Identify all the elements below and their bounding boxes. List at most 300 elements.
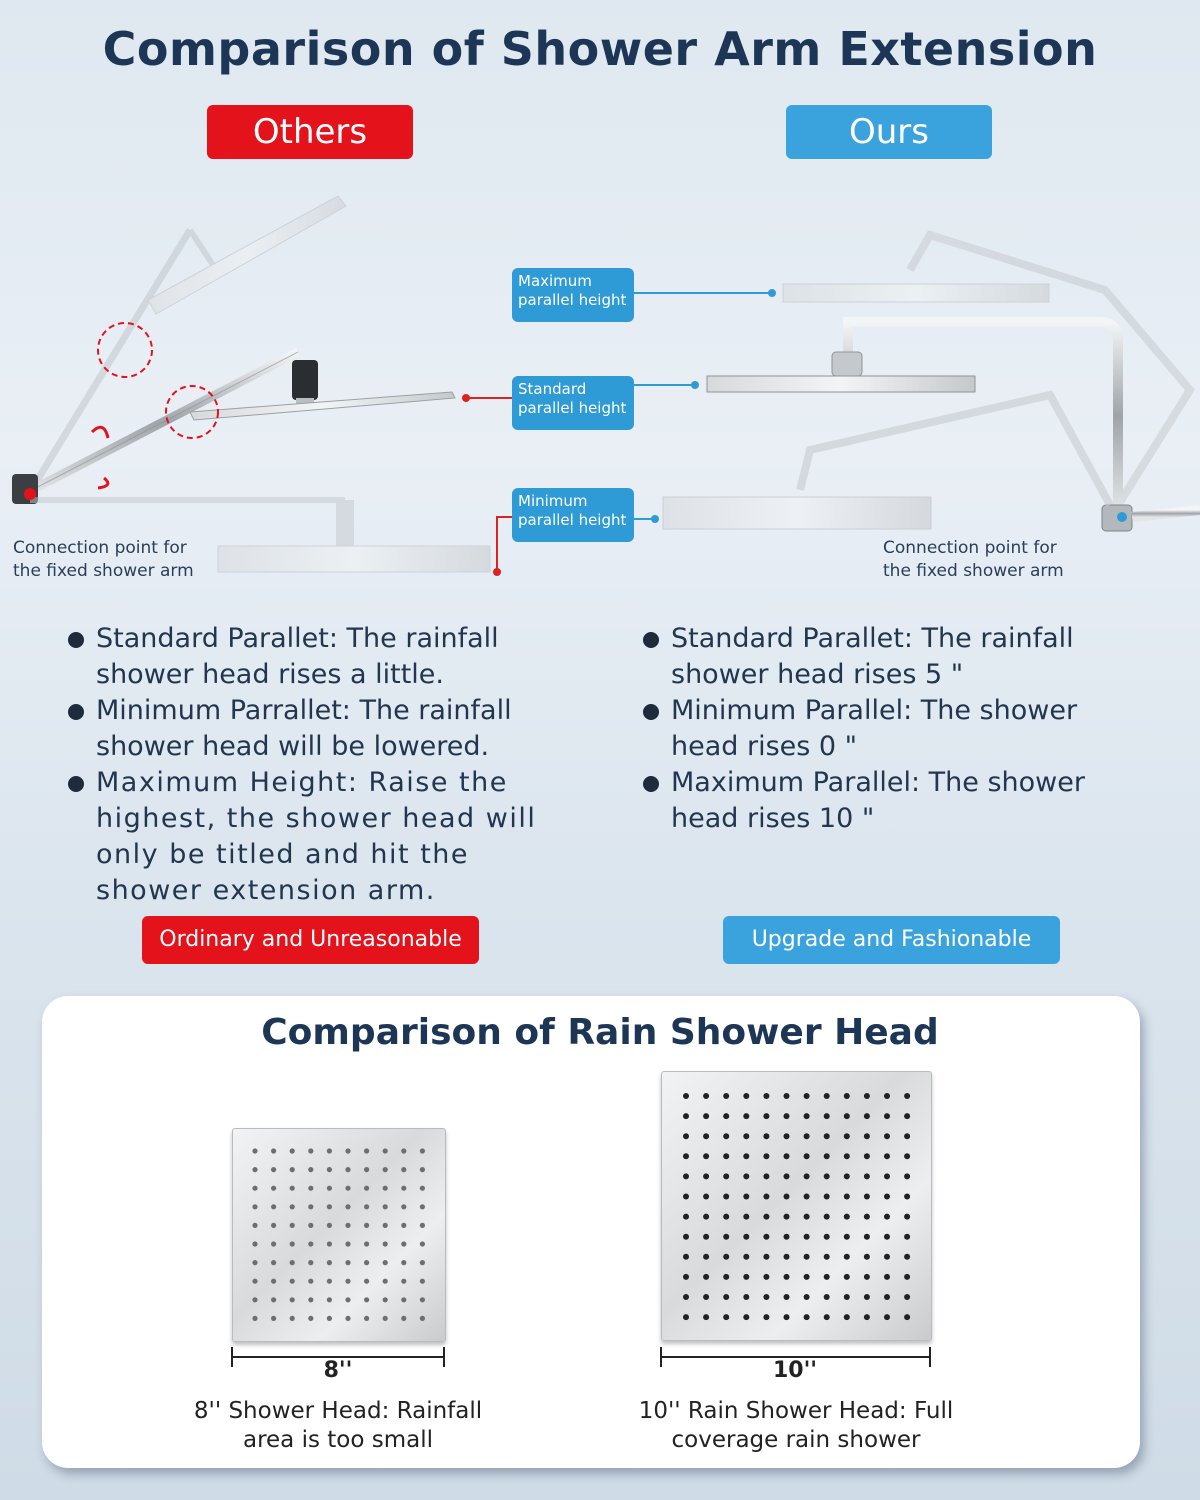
- nozzle-dot: [904, 1274, 910, 1280]
- nozzle-dot: [271, 1148, 276, 1153]
- nozzle-dot: [383, 1241, 388, 1246]
- nozzle-dot: [683, 1153, 689, 1159]
- nozzle-dot: [844, 1274, 850, 1280]
- nozzle-dot: [743, 1234, 749, 1240]
- nozzle-dot: [308, 1279, 313, 1284]
- nozzle-dot: [824, 1153, 830, 1159]
- nozzle-dot: [327, 1260, 332, 1265]
- nozzle-dot: [383, 1204, 388, 1209]
- small-head-caption: [138, 1397, 538, 1455]
- ours-bullet-standard: [641, 621, 1181, 693]
- nozzle-dot: [252, 1186, 257, 1191]
- nozzle-dot: [804, 1173, 810, 1179]
- nozzle-dot: [308, 1316, 313, 1321]
- nozzle-dot: [784, 1294, 790, 1300]
- nozzle-dot: [271, 1167, 276, 1172]
- others-bullet-maximum-line1: Maximum Height: Raise the: [96, 767, 508, 798]
- nozzle-dot: [844, 1194, 850, 1200]
- callout-minimum-line1: Minimum: [518, 492, 588, 510]
- nozzle-dot: [864, 1314, 870, 1320]
- nozzle-dot: [723, 1254, 729, 1260]
- others-bullet-minimum: [66, 693, 606, 765]
- nozzle-dot: [383, 1223, 388, 1228]
- dimension-lines: [0, 1340, 1200, 1380]
- nozzle-dot: [364, 1186, 369, 1191]
- nozzle-dot: [308, 1167, 313, 1172]
- nozzle-dot: [383, 1316, 388, 1321]
- nozzle-dot: [683, 1234, 689, 1240]
- nozzle-dot: [763, 1274, 769, 1280]
- ours-bullet-minimum: [641, 693, 1181, 765]
- nozzle-dot: [271, 1241, 276, 1246]
- nozzle-dot: [763, 1214, 769, 1220]
- nozzle-dot: [383, 1297, 388, 1302]
- ours-bullet-standard-line2: shower head rises 5 ": [671, 659, 964, 690]
- nozzle-dot: [290, 1204, 295, 1209]
- nozzle-dot: [383, 1186, 388, 1191]
- nozzle-dot: [784, 1194, 790, 1200]
- nozzle-dot: [904, 1314, 910, 1320]
- nozzle-dot: [864, 1254, 870, 1260]
- nozzle-dot: [763, 1153, 769, 1159]
- nozzle-dot: [683, 1294, 689, 1300]
- nozzle-dot: [308, 1241, 313, 1246]
- nozzle-dot: [743, 1133, 749, 1139]
- ours-bullet-maximum-line1: Maximum Parallel: The shower: [671, 767, 1085, 798]
- nozzle-dot: [884, 1294, 890, 1300]
- nozzle-dot: [703, 1274, 709, 1280]
- nozzle-dot: [290, 1186, 295, 1191]
- nozzle-dot: [290, 1148, 295, 1153]
- nozzle-dot: [864, 1133, 870, 1139]
- nozzle-dot: [864, 1294, 870, 1300]
- nozzle-dot: [364, 1223, 369, 1228]
- nozzle-dot: [824, 1093, 830, 1099]
- nozzle-dot: [864, 1153, 870, 1159]
- nozzle-dot: [824, 1173, 830, 1179]
- nozzle-dot: [763, 1234, 769, 1240]
- nozzle-dot: [824, 1133, 830, 1139]
- others-connection-line1: Connection point for: [13, 538, 187, 558]
- nozzle-dot: [401, 1279, 406, 1284]
- nozzle-dot: [763, 1314, 769, 1320]
- nozzle-dot: [723, 1133, 729, 1139]
- nozzle-dot: [804, 1234, 810, 1240]
- nozzle-dot: [784, 1274, 790, 1280]
- nozzle-dot: [804, 1314, 810, 1320]
- nozzle-dot: [723, 1274, 729, 1280]
- nozzle-dot: [420, 1316, 425, 1321]
- nozzle-dot: [703, 1133, 709, 1139]
- nozzle-dot: [743, 1214, 749, 1220]
- nozzle-dot: [844, 1254, 850, 1260]
- others-bullet-maximum-line2: highest, the shower head will: [96, 803, 537, 834]
- panel-title: Comparison of Rain Shower Head: [261, 1012, 939, 1053]
- nozzle-dot: [401, 1223, 406, 1228]
- nozzle-dot: [345, 1204, 350, 1209]
- nozzle-dot: [743, 1173, 749, 1179]
- nozzle-dot: [703, 1113, 709, 1119]
- nozzle-dot: [904, 1133, 910, 1139]
- ours-min-arm: [663, 395, 1110, 529]
- nozzle-dot: [763, 1113, 769, 1119]
- nozzle-dot: [364, 1279, 369, 1284]
- nozzle-dot: [383, 1260, 388, 1265]
- nozzle-dot: [844, 1173, 850, 1179]
- nozzle-dot: [327, 1148, 332, 1153]
- nozzle-dot: [345, 1241, 350, 1246]
- nozzle-dot: [904, 1093, 910, 1099]
- small-size-label: 8'': [323, 1358, 353, 1383]
- nozzle-dot: [308, 1260, 313, 1265]
- nozzle-dot: [824, 1234, 830, 1240]
- bullet-dot: [643, 632, 659, 648]
- nozzle-dot: [904, 1294, 910, 1300]
- nozzle-dot: [420, 1260, 425, 1265]
- nozzle-dot: [884, 1234, 890, 1240]
- nozzle-dot: [804, 1133, 810, 1139]
- nozzle-dot: [683, 1133, 689, 1139]
- nozzle-dot: [703, 1314, 709, 1320]
- nozzle-dot: [804, 1254, 810, 1260]
- nozzle-dot: [904, 1153, 910, 1159]
- nozzle-dot: [784, 1113, 790, 1119]
- nozzle-dot: [271, 1223, 276, 1228]
- large-shower-head-plate: [661, 1071, 932, 1341]
- nozzle-dot: [364, 1148, 369, 1153]
- nozzle-dot: [383, 1148, 388, 1153]
- ours-bullet-list: [641, 621, 1181, 837]
- nozzle-dot: [884, 1214, 890, 1220]
- nozzle-dot: [252, 1148, 257, 1153]
- bullet-dot: [643, 704, 659, 720]
- nozzle-dot: [252, 1223, 257, 1228]
- callout-maximum-line2: parallel height: [518, 291, 627, 309]
- nozzle-dot: [271, 1260, 276, 1265]
- nozzle-dot: [763, 1093, 769, 1099]
- nozzle-dot: [420, 1223, 425, 1228]
- nozzle-dot: [763, 1173, 769, 1179]
- ours-bullet-minimum-line1: Minimum Parallel: The shower: [671, 695, 1078, 726]
- nozzle-dot: [884, 1153, 890, 1159]
- nozzle-dot: [784, 1214, 790, 1220]
- nozzle-dot: [401, 1260, 406, 1265]
- nozzle-dot: [884, 1254, 890, 1260]
- ours-bullet-minimum-line2: head rises 0 ": [671, 731, 858, 762]
- nozzle-dot: [784, 1234, 790, 1240]
- nozzle-dot: [271, 1279, 276, 1284]
- nozzle-dot: [824, 1294, 830, 1300]
- nozzle-dot: [401, 1297, 406, 1302]
- nozzle-dot: [364, 1297, 369, 1302]
- nozzle-dot: [743, 1254, 749, 1260]
- nozzle-dot: [420, 1279, 425, 1284]
- nozzle-dot: [345, 1167, 350, 1172]
- nozzle-dot: [683, 1314, 689, 1320]
- nozzle-dot: [804, 1113, 810, 1119]
- nozzle-dot: [723, 1194, 729, 1200]
- others-connection-label: [13, 537, 194, 583]
- nozzle-dot: [420, 1148, 425, 1153]
- ours-bullet-maximum: [641, 765, 1181, 837]
- nozzle-dot: [401, 1167, 406, 1172]
- nozzle-dot: [345, 1316, 350, 1321]
- nozzle-dot: [364, 1316, 369, 1321]
- nozzle-dot: [804, 1214, 810, 1220]
- nozzle-dot: [327, 1204, 332, 1209]
- nozzle-dot: [703, 1214, 709, 1220]
- nozzle-dot: [804, 1274, 810, 1280]
- nozzle-dot: [804, 1153, 810, 1159]
- nozzle-dot: [864, 1113, 870, 1119]
- nozzle-dot: [884, 1194, 890, 1200]
- nozzle-dot: [824, 1194, 830, 1200]
- nozzle-dot: [784, 1314, 790, 1320]
- others-bullet-minimum-line1: Minimum Parrallet: The rainfall: [96, 695, 512, 726]
- nozzle-dot: [844, 1153, 850, 1159]
- nozzle-dot: [345, 1223, 350, 1228]
- nozzle-dot: [884, 1173, 890, 1179]
- nozzle-dot: [327, 1297, 332, 1302]
- nozzle-dot: [824, 1113, 830, 1119]
- nozzle-dot: [290, 1279, 295, 1284]
- nozzle-dot: [420, 1241, 425, 1246]
- nozzle-dot: [824, 1274, 830, 1280]
- nozzle-dot: [703, 1173, 709, 1179]
- nozzle-dot: [683, 1254, 689, 1260]
- bullet-dot: [68, 632, 84, 648]
- nozzle-dot: [683, 1113, 689, 1119]
- nozzle-dot: [420, 1167, 425, 1172]
- nozzle-dot: [743, 1153, 749, 1159]
- nozzle-dot: [401, 1316, 406, 1321]
- nozzle-dot: [824, 1314, 830, 1320]
- large-nozzle-grid: [662, 1072, 931, 1340]
- ours-connection-line1: Connection point for: [883, 538, 1057, 558]
- nozzle-dot: [784, 1153, 790, 1159]
- nozzle-dot: [401, 1204, 406, 1209]
- nozzle-dot: [683, 1173, 689, 1179]
- others-bullet-list: [66, 621, 606, 909]
- others-verdict-badge: Ordinary and Unreasonable: [142, 916, 479, 964]
- nozzle-dot: [327, 1167, 332, 1172]
- callout-standard: [512, 376, 634, 430]
- nozzle-dot: [763, 1133, 769, 1139]
- nozzle-dot: [723, 1113, 729, 1119]
- others-bullet-maximum-line3: only be titled and hit the: [96, 839, 470, 870]
- nozzle-dot: [864, 1234, 870, 1240]
- nozzle-dot: [420, 1204, 425, 1209]
- nozzle-dot: [401, 1148, 406, 1153]
- nozzle-dot: [743, 1314, 749, 1320]
- nozzle-dot: [290, 1316, 295, 1321]
- nozzle-dot: [703, 1254, 709, 1260]
- nozzle-dot: [383, 1279, 388, 1284]
- nozzle-dot: [824, 1254, 830, 1260]
- nozzle-dot: [252, 1241, 257, 1246]
- nozzle-dot: [271, 1316, 276, 1321]
- others-bullet-standard-line1: Standard Parallet: The rainfall: [96, 623, 499, 654]
- nozzle-dot: [290, 1297, 295, 1302]
- nozzle-dot: [308, 1148, 313, 1153]
- nozzle-dot: [308, 1186, 313, 1191]
- nozzle-dot: [723, 1314, 729, 1320]
- nozzle-dot: [723, 1294, 729, 1300]
- nozzle-dot: [743, 1274, 749, 1280]
- nozzle-dot: [784, 1133, 790, 1139]
- nozzle-dot: [884, 1274, 890, 1280]
- large-size-label: 10'': [772, 1358, 818, 1383]
- nozzle-dot: [345, 1186, 350, 1191]
- nozzle-dot: [252, 1279, 257, 1284]
- nozzle-dot: [824, 1214, 830, 1220]
- nozzle-dot: [271, 1297, 276, 1302]
- nozzle-dot: [804, 1093, 810, 1099]
- others-bullet-standard: [66, 621, 606, 693]
- nozzle-dot: [844, 1314, 850, 1320]
- nozzle-dot: [743, 1093, 749, 1099]
- nozzle-dot: [703, 1093, 709, 1099]
- nozzle-dot: [723, 1093, 729, 1099]
- large-head-caption: [596, 1397, 996, 1455]
- bullet-dot: [68, 704, 84, 720]
- nozzle-dot: [327, 1223, 332, 1228]
- nozzle-dot: [864, 1194, 870, 1200]
- nozzle-dot: [743, 1294, 749, 1300]
- nozzle-dot: [683, 1093, 689, 1099]
- ours-verdict-badge: Upgrade and Fashionable: [723, 916, 1060, 964]
- nozzle-dot: [844, 1113, 850, 1119]
- nozzle-dot: [271, 1204, 276, 1209]
- nozzle-dot: [884, 1113, 890, 1119]
- bullet-dot: [643, 776, 659, 792]
- nozzle-dot: [420, 1186, 425, 1191]
- nozzle-dot: [743, 1113, 749, 1119]
- nozzle-dot: [784, 1173, 790, 1179]
- nozzle-dot: [345, 1260, 350, 1265]
- nozzle-dot: [401, 1186, 406, 1191]
- nozzle-dot: [252, 1204, 257, 1209]
- nozzle-dot: [252, 1260, 257, 1265]
- large-head-caption-line2: coverage rain shower: [671, 1427, 921, 1453]
- nozzle-dot: [804, 1294, 810, 1300]
- nozzle-dot: [804, 1194, 810, 1200]
- nozzle-dot: [844, 1234, 850, 1240]
- callout-minimum-line2: parallel height: [518, 511, 627, 529]
- nozzle-dot: [290, 1167, 295, 1172]
- nozzle-dot: [290, 1260, 295, 1265]
- nozzle-dot: [784, 1093, 790, 1099]
- callout-minimum: [512, 488, 634, 542]
- nozzle-dot: [723, 1153, 729, 1159]
- nozzle-dot: [904, 1214, 910, 1220]
- others-max-arm: [30, 196, 346, 492]
- nozzle-dot: [252, 1167, 257, 1172]
- others-bullet-maximum: [66, 765, 606, 909]
- others-connection-line2: the fixed shower arm: [13, 561, 194, 581]
- nozzle-dot: [345, 1279, 350, 1284]
- small-head-caption-line2: area is too small: [242, 1427, 434, 1453]
- nozzle-dot: [844, 1093, 850, 1099]
- nozzle-dot: [884, 1133, 890, 1139]
- nozzle-dot: [763, 1254, 769, 1260]
- nozzle-dot: [290, 1223, 295, 1228]
- nozzle-dot: [743, 1194, 749, 1200]
- page-title: Comparison of Shower Arm Extension: [102, 22, 1098, 76]
- nozzle-dot: [308, 1297, 313, 1302]
- others-bullet-maximum-line4: shower extension arm.: [96, 875, 436, 906]
- small-shower-head-plate: [232, 1128, 446, 1342]
- nozzle-dot: [703, 1194, 709, 1200]
- nozzle-dot: [327, 1241, 332, 1246]
- others-tag: Others: [207, 105, 413, 159]
- nozzle-dot: [884, 1093, 890, 1099]
- nozzle-dot: [703, 1153, 709, 1159]
- nozzle-dot: [703, 1234, 709, 1240]
- nozzle-dot: [864, 1214, 870, 1220]
- nozzle-dot: [308, 1223, 313, 1228]
- nozzle-dot: [683, 1194, 689, 1200]
- nozzle-dot: [864, 1173, 870, 1179]
- bullet-dot: [68, 776, 84, 792]
- nozzle-dot: [844, 1294, 850, 1300]
- nozzle-dot: [327, 1279, 332, 1284]
- ours-connection-line2: the fixed shower arm: [883, 561, 1064, 581]
- nozzle-dot: [383, 1167, 388, 1172]
- nozzle-dot: [763, 1194, 769, 1200]
- nozzle-dot: [401, 1241, 406, 1246]
- others-bullet-minimum-line2: shower head will be lowered.: [96, 731, 490, 762]
- nozzle-dot: [271, 1186, 276, 1191]
- nozzle-dot: [364, 1204, 369, 1209]
- nozzle-dot: [884, 1314, 890, 1320]
- nozzle-dot: [290, 1241, 295, 1246]
- ours-connection-label: [883, 537, 1064, 583]
- nozzle-dot: [327, 1316, 332, 1321]
- nozzle-dot: [364, 1241, 369, 1246]
- nozzle-dot: [308, 1204, 313, 1209]
- nozzle-dot: [904, 1254, 910, 1260]
- nozzle-dot: [723, 1173, 729, 1179]
- nozzle-dot: [364, 1167, 369, 1172]
- nozzle-dot: [763, 1294, 769, 1300]
- nozzle-dot: [723, 1234, 729, 1240]
- nozzle-dot: [420, 1297, 425, 1302]
- ours-bullet-maximum-line2: head rises 10 ": [671, 803, 875, 834]
- nozzle-dot: [844, 1133, 850, 1139]
- nozzle-dot: [683, 1274, 689, 1280]
- nozzle-dot: [723, 1214, 729, 1220]
- nozzle-dot: [864, 1093, 870, 1099]
- nozzle-dot: [345, 1148, 350, 1153]
- nozzle-dot: [345, 1297, 350, 1302]
- ours-tag: Ours: [786, 105, 992, 159]
- callout-standard-line1: Standard: [518, 380, 587, 398]
- nozzle-dot: [904, 1113, 910, 1119]
- nozzle-dot: [252, 1297, 257, 1302]
- nozzle-dot: [364, 1260, 369, 1265]
- nozzle-dot: [703, 1294, 709, 1300]
- nozzle-dot: [784, 1254, 790, 1260]
- others-bullet-standard-line2: shower head rises a little.: [96, 659, 444, 690]
- callout-maximum: [512, 268, 634, 322]
- nozzle-dot: [252, 1316, 257, 1321]
- nozzle-dot: [904, 1194, 910, 1200]
- nozzle-dot: [864, 1274, 870, 1280]
- large-head-caption-line1: 10'' Rain Shower Head: Full: [638, 1398, 954, 1424]
- others-standard-arm: [12, 352, 455, 504]
- small-head-caption-line1: 8'' Shower Head: Rainfall: [193, 1398, 483, 1424]
